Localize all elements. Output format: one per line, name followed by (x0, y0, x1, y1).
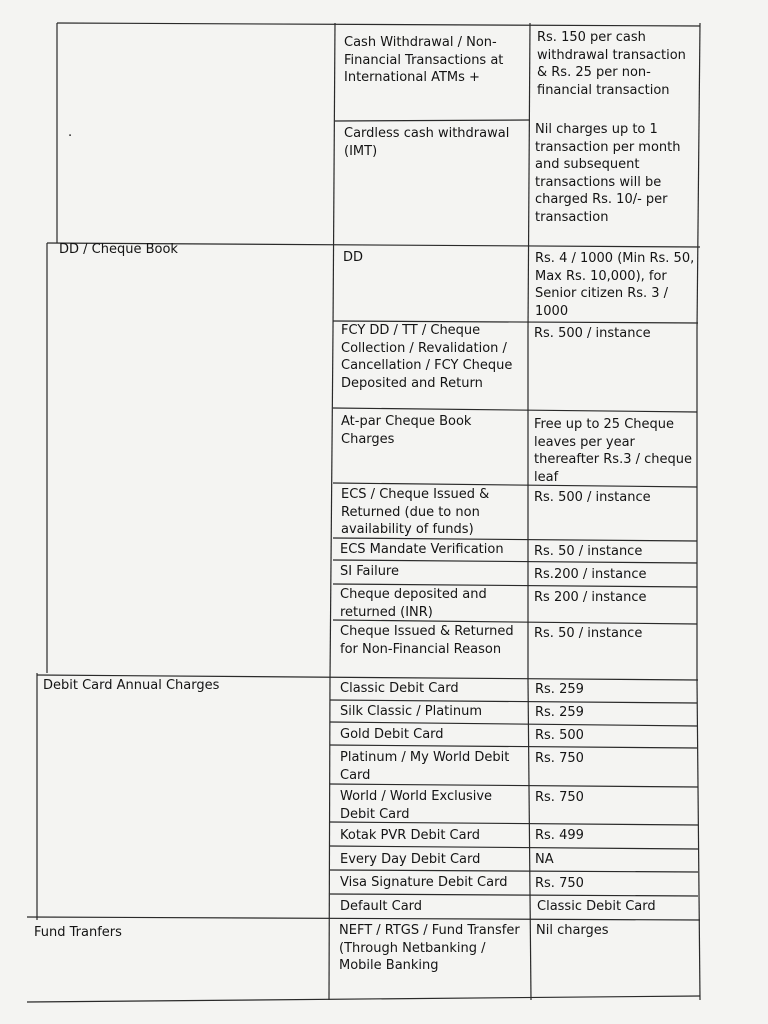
col-divider-1b (330, 330, 333, 680)
charge-cell: Rs. 500 (535, 728, 584, 743)
charge-cell: NA (535, 852, 554, 867)
col-divider-2c (528, 680, 531, 1000)
section-label-fund-transfers: Fund Tranfers (34, 925, 122, 940)
section-line-fund (27, 917, 700, 920)
service-cell: Every Day Debit Card (340, 852, 481, 867)
charge-cell: Rs.200 / instance (534, 567, 647, 582)
col-divider-2a (528, 23, 530, 330)
row-line (330, 745, 697, 748)
service-cell: ECS / Cheque Issued & Returned (due to non availability of funds) (341, 487, 490, 537)
service-cell: Cash Withdrawal / Non-Financial Transactions at International ATMs + (344, 35, 504, 85)
service-cell: DD (343, 250, 364, 265)
row-line (330, 870, 698, 872)
charge-cell: Rs. 50 / instance (534, 626, 643, 641)
charge-cell: Nil charges (536, 923, 609, 938)
charge-cell: Rs. 4 / 1000 (Min Rs. 50, Max Rs. 10,000), for Senior citizen Rs. 3 / 1000 (535, 251, 695, 319)
charge-cell: Rs. 750 (535, 790, 584, 805)
service-cell: Gold Debit Card (340, 727, 444, 742)
charge-cell: Nil charges up to 1 transaction per month and subsequent transactions will be charged Rs. 10/- per transaction (535, 122, 681, 225)
charge-cell: Rs. 259 (535, 682, 584, 697)
service-cell: Default Card (340, 899, 423, 914)
service-cell: Cheque Issued & Returned for Non-Financial Reason (340, 624, 514, 657)
service-cell: Visa Signature Debit Card (340, 875, 508, 890)
service-cell: FCY DD / TT / Cheque Collection / Revalidation / Cancellation / FCY Cheque Deposited and Return (341, 323, 513, 391)
charge-cell: Classic Debit Card (537, 899, 656, 914)
service-cell: Classic Debit Card (340, 681, 459, 696)
charge-cell: Rs. 499 (535, 828, 584, 843)
row-line (330, 894, 698, 896)
top-border (57, 23, 700, 26)
charge-cell: Rs 200 / instance (534, 590, 647, 605)
charge-cell: Rs. 500 / instance (534, 326, 651, 341)
right-border-a (697, 23, 700, 330)
service-cell: World / World Exclusive Debit Card (340, 789, 493, 822)
bottom-border (27, 996, 700, 1002)
col-divider-1c (329, 680, 330, 1000)
stray-mark: . (68, 125, 73, 140)
row-line (330, 784, 698, 787)
service-cell: Cheque deposited and returned (INR) (340, 587, 487, 620)
row-line (333, 408, 697, 412)
charge-cell: Rs. 50 / instance (534, 544, 643, 559)
service-cell: At-par Cheque Book Charges (341, 414, 472, 447)
service-cell: Cardless cash withdrawal (IMT) (344, 126, 510, 159)
section-label-dd-cheque: DD / Cheque Book (59, 242, 178, 257)
section-label-debit-card: Debit Card Annual Charges (43, 678, 220, 693)
charge-cell: Rs. 750 (535, 876, 584, 891)
service-cell: Platinum / My World Debit Card (340, 750, 510, 783)
service-cell: Silk Classic / Platinum (340, 704, 483, 719)
charge-cell: Rs. 750 (535, 751, 584, 766)
charge-cell: Free up to 25 Cheque leaves per year thereafter Rs.3 / cheque leaf (534, 417, 693, 485)
service-cell: ECS Mandate Verification (340, 542, 504, 557)
service-cell: NEFT / RTGS / Fund Transfer (Through Netbanking / Mobile Banking (339, 923, 520, 973)
service-cell: Kotak PVR Debit Card (340, 828, 480, 843)
right-border-c (697, 680, 700, 1000)
row-line (330, 846, 698, 849)
service-cell: SI Failure (340, 564, 399, 579)
charge-cell: Rs. 500 / instance (534, 490, 651, 505)
charge-cell: Rs. 259 (535, 705, 584, 720)
row-line (335, 120, 530, 121)
col-divider-1a (333, 23, 335, 330)
charge-cell: Rs. 150 per cash withdrawal transaction & Rs. 25 per non-financial transaction (537, 30, 686, 98)
